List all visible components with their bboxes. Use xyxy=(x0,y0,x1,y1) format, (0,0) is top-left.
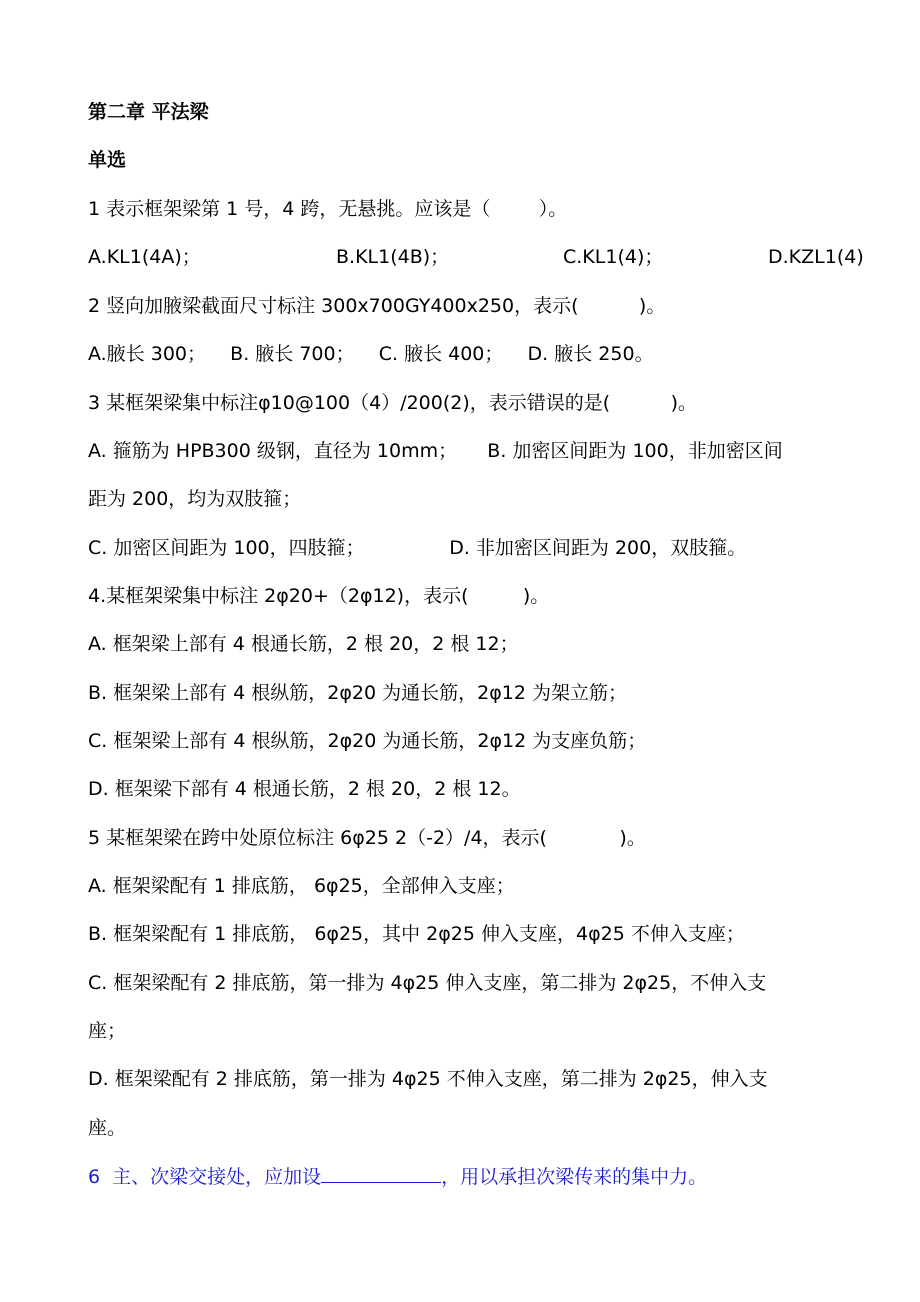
q5-option-c-line1: C. 框架梁配有 2 排底筋，第一排为 4φ25 伸入支座，第二排为 2φ25，不伸入支 xyxy=(88,972,767,994)
q5-option-b: B. 框架梁配有 1 排底筋， 6φ25，其中 2φ25 伸入支座，4φ25 不伸入支座； xyxy=(88,923,745,945)
q6-text-after: ，用以承担次梁传来的集中力。 xyxy=(441,1166,708,1188)
question-5-stem: 5 某框架梁在跨中处原位标注 6φ25 2（-2）/4，表示( )。 xyxy=(88,827,646,849)
q5-option-c-line2: 座； xyxy=(88,1020,127,1042)
q3-options-cd: C. 加密区间距为 100，四肢箍； D. 非加密区间距为 200，双肢箍。 xyxy=(88,537,747,559)
question-1-options xyxy=(88,245,868,269)
q4-option-d: D. 框架梁下部有 4 根通长筋，2 根 20，2 根 12。 xyxy=(88,778,521,800)
q5-option-d-line2: 座。 xyxy=(88,1117,127,1139)
q5-option-a: A. 框架梁配有 1 排底筋， 6φ25，全部伸入支座； xyxy=(88,875,515,897)
q1-option-d: D.KZL1(4) xyxy=(768,246,864,268)
q1-option-b: B.KL1(4B)； xyxy=(336,246,450,268)
question-3-stem: 3 某框架梁集中标注φ10@100（4）/200(2)，表示错误的是( )。 xyxy=(88,392,697,414)
q3-options-ab-line1: A. 箍筋为 HPB300 级钢，直径为 10mm； B. 加密区间距为 100，非加密区间 xyxy=(88,440,783,462)
q4-option-a: A. 框架梁上部有 4 根通长筋，2 根 20，2 根 12； xyxy=(88,633,519,655)
chapter-title: 第二章 平法梁 xyxy=(88,101,209,123)
q4-option-c: C. 框架梁上部有 4 根纵筋，2φ20 为通长筋，2φ12 为支座负筋； xyxy=(88,730,647,752)
q4-option-b: B. 框架梁上部有 4 根纵筋，2φ20 为通长筋，2φ12 为架立筋； xyxy=(88,682,627,704)
q1-option-a: A.KL1(4A)； xyxy=(88,246,201,268)
question-2-stem: 2 竖向加腋梁截面尺寸标注 300x700GY400x250，表示( )。 xyxy=(88,295,666,317)
section-title: 单选 xyxy=(88,149,127,171)
question-4-stem: 4.某框架梁集中标注 2φ20+（2φ12)，表示( )。 xyxy=(88,585,550,607)
q5-option-d-line1: D. 框架梁配有 2 排底筋，第一排为 4φ25 不伸入支座，第二排为 2φ25，伸入支 xyxy=(88,1068,768,1090)
question-2-options: A.腋长 300； B. 腋长 700； C. 腋长 400； D. 腋长 250。 xyxy=(88,343,654,365)
question-1-stem: 1 表示框架梁第 1 号，4 跨，无悬挑。应该是（ ）。 xyxy=(88,198,568,220)
q3-options-ab-line2: 距为 200，均为双肢箍； xyxy=(88,488,302,510)
question-6-fill-blank xyxy=(88,1164,707,1189)
q6-answer-blank[interactable] xyxy=(321,1164,441,1183)
q1-option-c: C.KL1(4)； xyxy=(563,246,664,268)
q6-text-before: 6 主、次梁交接处，应加设 xyxy=(88,1166,322,1188)
